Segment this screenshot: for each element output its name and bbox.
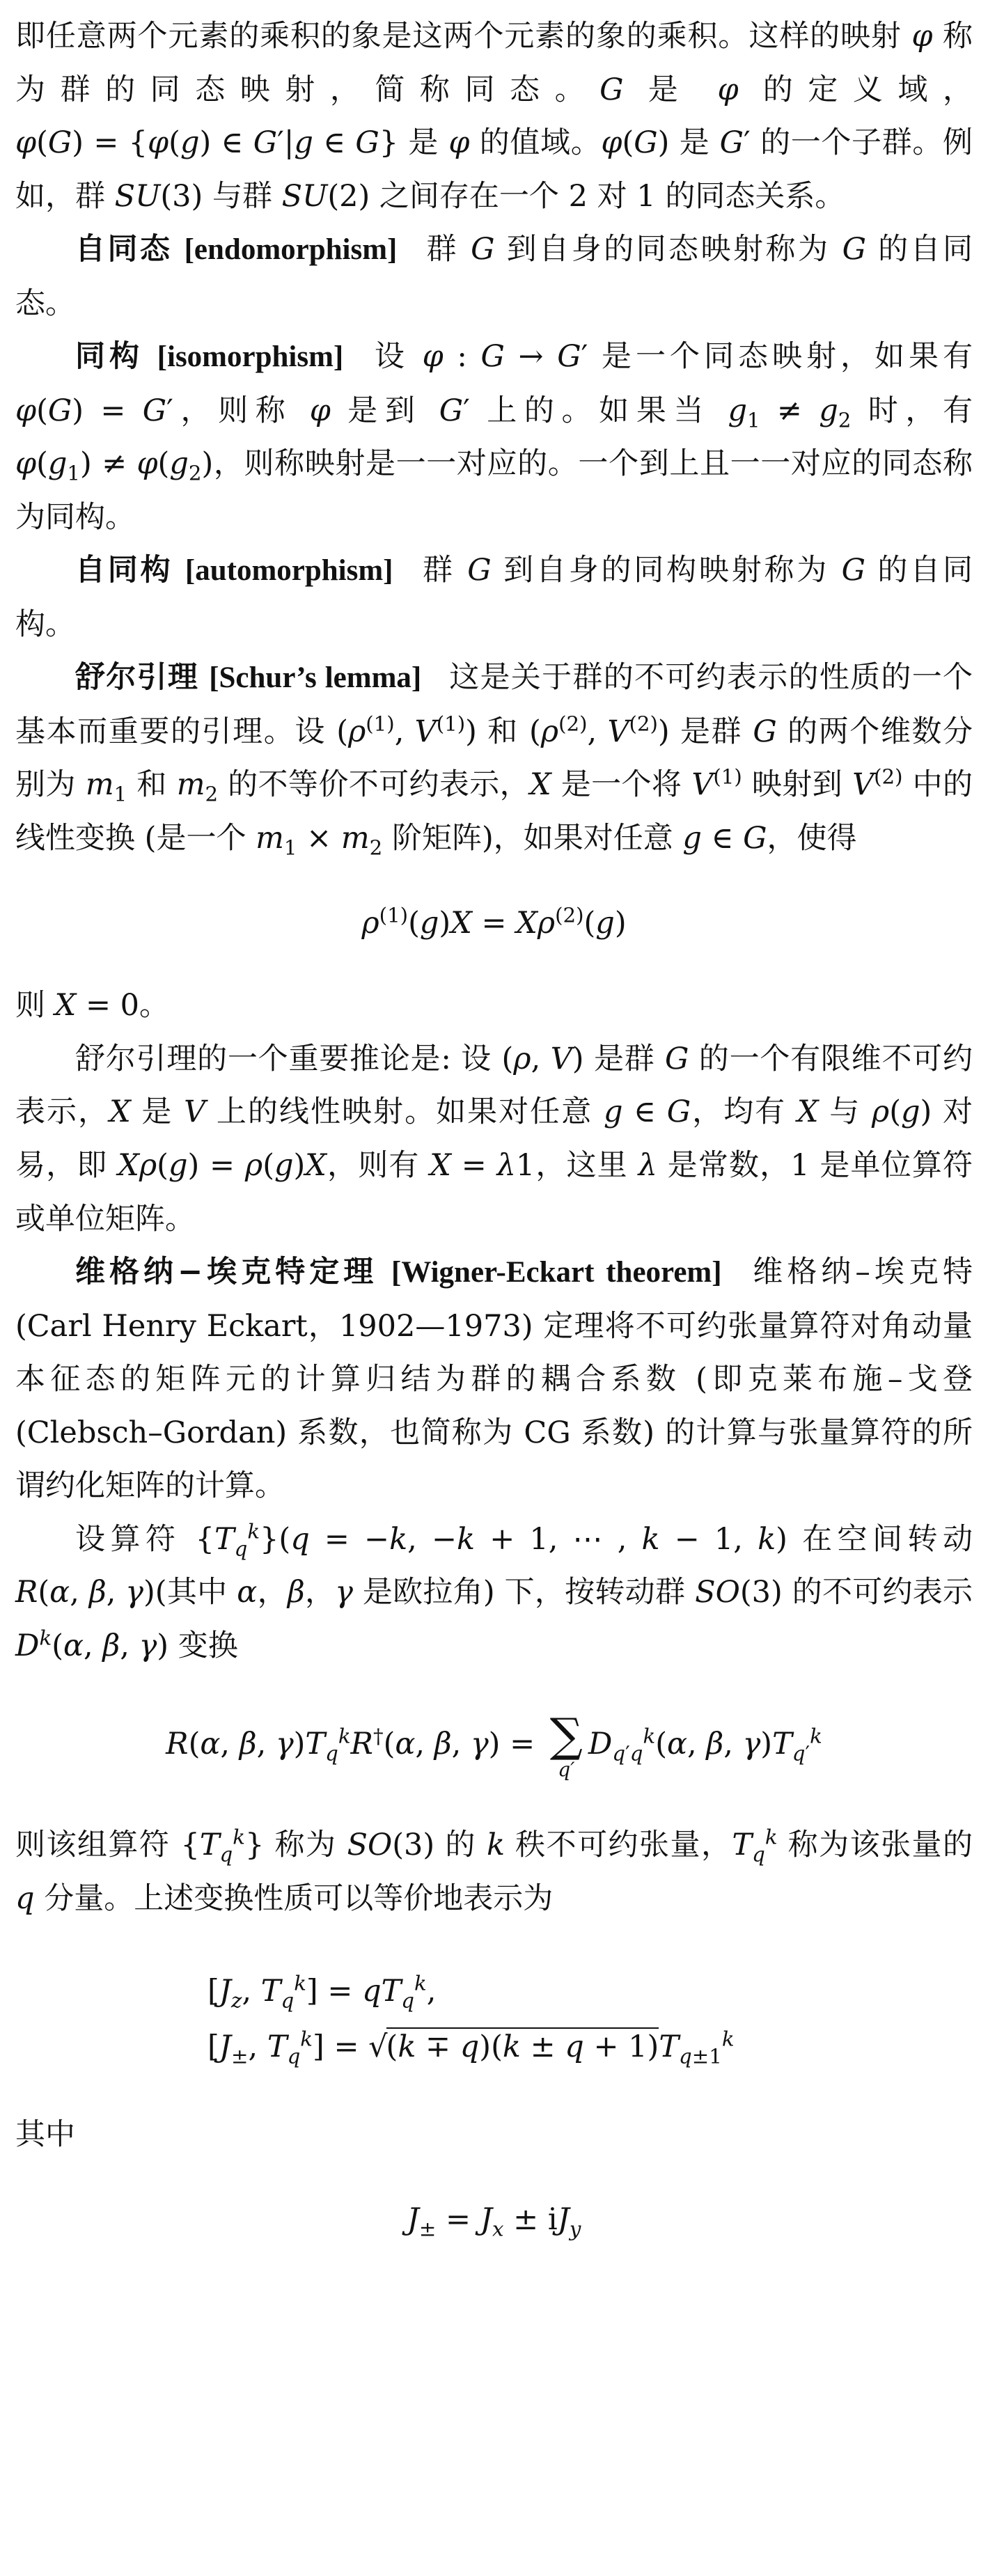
summation-symbol: ∑ q′ [549,1709,583,1782]
automorphism-term-en: [automorphism] [185,554,393,588]
wigner-tensor-definition: 则该组算符 $\{T_q^k\}$ 称为 SO(3) 的 k 秩不可约张量，$T_q^k$ 称为该张量的 q 分量。上述变换性质可以等价地表示为 [15,1825,973,1916]
wigner-entry: 维格纳−埃克特定理 [Wigner-Eckart theorem] 维格纳–埃克特 (Carl Henry Eckart，1902—1973) 定理将不可约张量算符对角动量本征态的矩阵元的计算归结为群的耦合系数 (即克莱布施–戈登 (Clebsch–Gordan) 系数，也简称为 CG 系数) 的计算与张量算符的所谓约化矩阵的计算。 [15,1255,973,1504]
intro-paragraph: 即任意两个元素的乘积的象是这两个元素的象的乘积。这样的映射 φ 称为群的同态映射，简称同态。G 是 φ 的定义域，φ(G) = {φ(g) ∈ G′|g ∈ G} 是 φ 的值域。φ(G) 是 G′ 的一个子群。例如，群 SU(3) 与群 SU(2) 之间存在一个 2 对 1 的同态关系。 [15,19,973,214]
schur-equation: $\rho^{(1)}(g)X = X\rho^{(2)}(g)$ [361,903,627,941]
commutator-jz: [$J_z$, $T_q^k] = qT_q^k$, [207,1972,437,2013]
commutator-jpm: [$J_\pm$, $T_q^k] = √(k \mp q)(k \pm q + 1)T_{q\pm 1}^k$ [207,2027,735,2068]
wigner-setup: 设算符 $\{T_q^k\}(q = -k$, −k + 1, ⋯ , k − 1, k) 在空间转动 R(α, β, γ)(其中 α，β，γ 是欧拉角) 下，按转动群 SO(3) 的不可约表示 $D^k(\alpha$, β, γ) 变换 [15,1519,973,1663]
wigner-term: 维格纳−埃克特定理 [75,1255,378,1290]
automorphism-term: 自同构 [75,553,173,588]
schur-term: 舒尔引理 [75,660,199,696]
isomorphism-entry: 同构 [isomorphism] 设 φ : G → G′ 是一个同态映射，如果有 φ(G) = G′，则称 φ 是到 G′ 上的。如果当 $g_1 \ne g_2$ 时，有 $\varphi(g_1) \ne \varphi(g_2)$，则称映射是一一对应的。一个到上且一一对应的同态称为同构。 [15,339,973,535]
endomorphism-entry: 自同态 [endomorphism] 群 G 到自身的同态映射称为 G 的自同态。 [15,232,973,321]
endomorphism-term: 自同态 [75,232,173,267]
ladder-equation: $J_\pm = J_x \pm iJ_y$ [407,2201,581,2241]
wigner-transform-equation: R(α, β, $\gamma)T_q^kR^\dagger(\alpha$, β, γ) = ∑ q′ $D_{q'q}^k(\alpha$, β, $\gamma)T_{q'}^k$ [166,1709,822,1782]
where-label: 其中 [15,2117,75,2153]
endomorphism-term-en: [endomorphism] [184,233,398,267]
commutator-equations [207,1964,973,2075]
isomorphism-term-en: [isomorphism] [157,340,344,374]
schur-corollary: 舒尔引理的一个重要推论是: 设 (ρ, V) 是群 G 的一个有限维不可约表示，X 是 V 上的线性映射。如果对任意 g ∈ G，均有 X 与 ρ(g) 对易，即 Xρ(g) = ρ(g)X，则有 X = λ1，这里 λ 是常数，1 是单位算符或单位矩阵。 [15,1041,973,1236]
schur-entry: 舒尔引理 [Schur’s lemma] 这是关于群的不可约表示的性质的一个基本而重要的引理。设 ($\rho^{(1)}$, $V^{(1)}$) 和 ($\rho^{(2)}$, $V^{(2)}$) 是群 G 的两个维数分别为 $m_1$ 和 $m_2$ 的不等价不可约表示，X 是一个将 $V^{(1)}$ 映射到 $V^{(2)}$ 中的线性变换 (是一个 $m_1 \times m_2$ 阶矩阵)，如果对任意 g ∈ G，使得 [15,660,973,860]
isomorphism-term: 同构 [75,339,143,375]
schur-conclusion: 则 X = 0。 [15,988,170,1023]
wigner-term-en: [Wigner-Eckart theorem] [391,1256,722,1289]
schur-term-en: [Schur’s lemma] [209,661,422,695]
automorphism-entry: 自同构 [automorphism] 群 G 到自身的同构映射称为 G 的自同构。 [15,553,973,642]
